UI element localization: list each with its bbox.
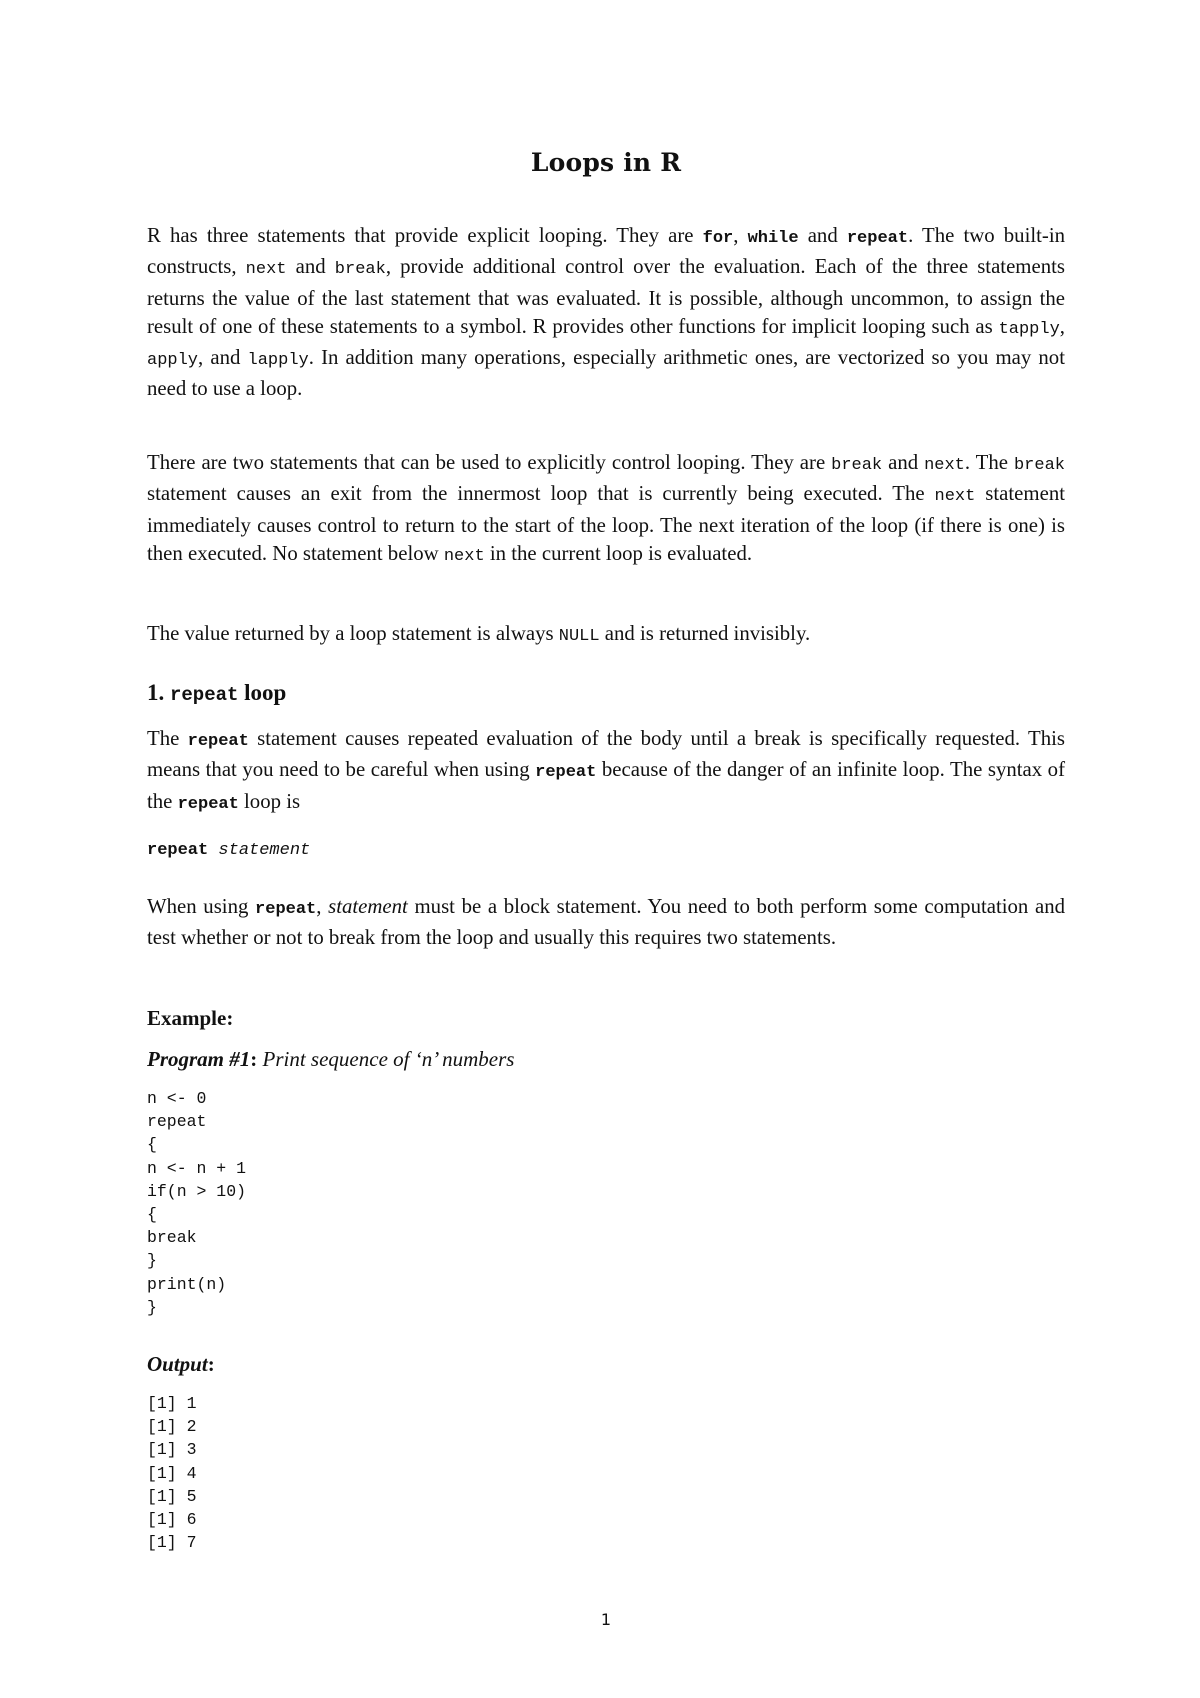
- syntax-keyword: repeat: [147, 841, 209, 860]
- code-repeat: repeat: [535, 763, 597, 783]
- code-line: {: [147, 1204, 157, 1224]
- output-line: [1] 2: [147, 1417, 197, 1437]
- output-label: Output:: [147, 1352, 215, 1376]
- control-paragraph: There are two statements that can be used to explicitly control looping. They are break and next. The break statement causes an exit from the innermost loop that is currently being executed. The next statement immediately causes control to return to the start of the loop. The next iteration of the loop (if there is one) is then executed. No statement below next in the current loop is evaluated.: [147, 451, 1065, 566]
- code-next: next: [934, 487, 976, 507]
- code-break: break: [831, 456, 883, 475]
- document-page: [147, 0, 1065, 1698]
- emphasis-statement: statement: [328, 895, 408, 918]
- output-line: [1] 6: [147, 1509, 197, 1529]
- code-block: [147, 1087, 246, 1319]
- repeat-description-paragraph: The repeat statement causes repeated evaluation of the body until a break is specifically requested. This means that you need to be careful when using repeat because of the danger of an infinite loop. The syntax of the repeat loop is: [147, 727, 1065, 814]
- output-line: [1] 4: [147, 1463, 197, 1483]
- code-repeat: repeat: [177, 794, 239, 814]
- output-block: [147, 1392, 197, 1554]
- page-number: 1: [600, 1610, 612, 1629]
- code-next: next: [443, 546, 485, 566]
- code-line: }: [147, 1297, 157, 1317]
- return-value-paragraph: The value returned by a loop statement is always NULL and is returned invisibly.: [147, 622, 811, 646]
- output-line: [1] 1: [147, 1394, 197, 1413]
- code-for: for: [702, 229, 734, 248]
- code-repeat: repeat: [255, 900, 317, 919]
- output-line: [1] 5: [147, 1486, 197, 1506]
- code-apply: apply: [147, 351, 199, 371]
- section-heading-repeat-loop: 1. repeat loop: [147, 680, 287, 706]
- code-line: n <- n + 1: [147, 1158, 247, 1178]
- code-null: NULL: [558, 627, 600, 646]
- repeat-syntax: [147, 839, 310, 863]
- code-break: break: [1013, 456, 1065, 475]
- code-line: repeat: [147, 1112, 207, 1132]
- output-line: [1] 3: [147, 1440, 197, 1460]
- code-lapply: lapply: [247, 351, 309, 371]
- example-label: Example:: [147, 1006, 234, 1030]
- syntax-argument: statement: [218, 841, 311, 860]
- program-label: Program #1: Print sequence of ‘n’ numbers: [147, 1047, 515, 1071]
- code-line: }: [147, 1251, 157, 1271]
- code-next: next: [924, 456, 965, 475]
- code-while: while: [747, 229, 799, 248]
- code-repeat: repeat: [187, 732, 249, 751]
- code-line: n <- 0: [147, 1089, 207, 1108]
- code-break: break: [334, 260, 386, 280]
- block-statement-paragraph: When using repeat, statement must be a block statement. You need to both perform some computation and test whether or not to break from the loop and usually this requires two statements.: [147, 895, 1066, 950]
- code-line: print(n): [147, 1274, 227, 1294]
- code-next: next: [245, 260, 287, 280]
- code-line: {: [147, 1135, 157, 1155]
- output-line: [1] 7: [147, 1533, 197, 1553]
- code-tapply: tapply: [998, 319, 1060, 339]
- code-line: if(n > 10): [147, 1181, 247, 1201]
- intro-paragraph: R has three statements that provide explicit looping. They are for, while and repeat. The two built-in constructs, next and break, provide additional control over the evaluation. Each of the three statements returns the value of the last statement that was evaluated. It is possible, although uncommon, to assign the result of one of these statements to a symbol. R provides other functions for implicit looping such as tapply, apply, and lapply. In addition many operations, especially arithmetic ones, are vectorized so you may not need to use a loop.: [147, 224, 1065, 401]
- code-line: break: [147, 1228, 197, 1248]
- code-repeat: repeat: [846, 229, 909, 248]
- page-title: Loops in R: [530, 148, 682, 177]
- code-repeat: repeat: [170, 684, 239, 706]
